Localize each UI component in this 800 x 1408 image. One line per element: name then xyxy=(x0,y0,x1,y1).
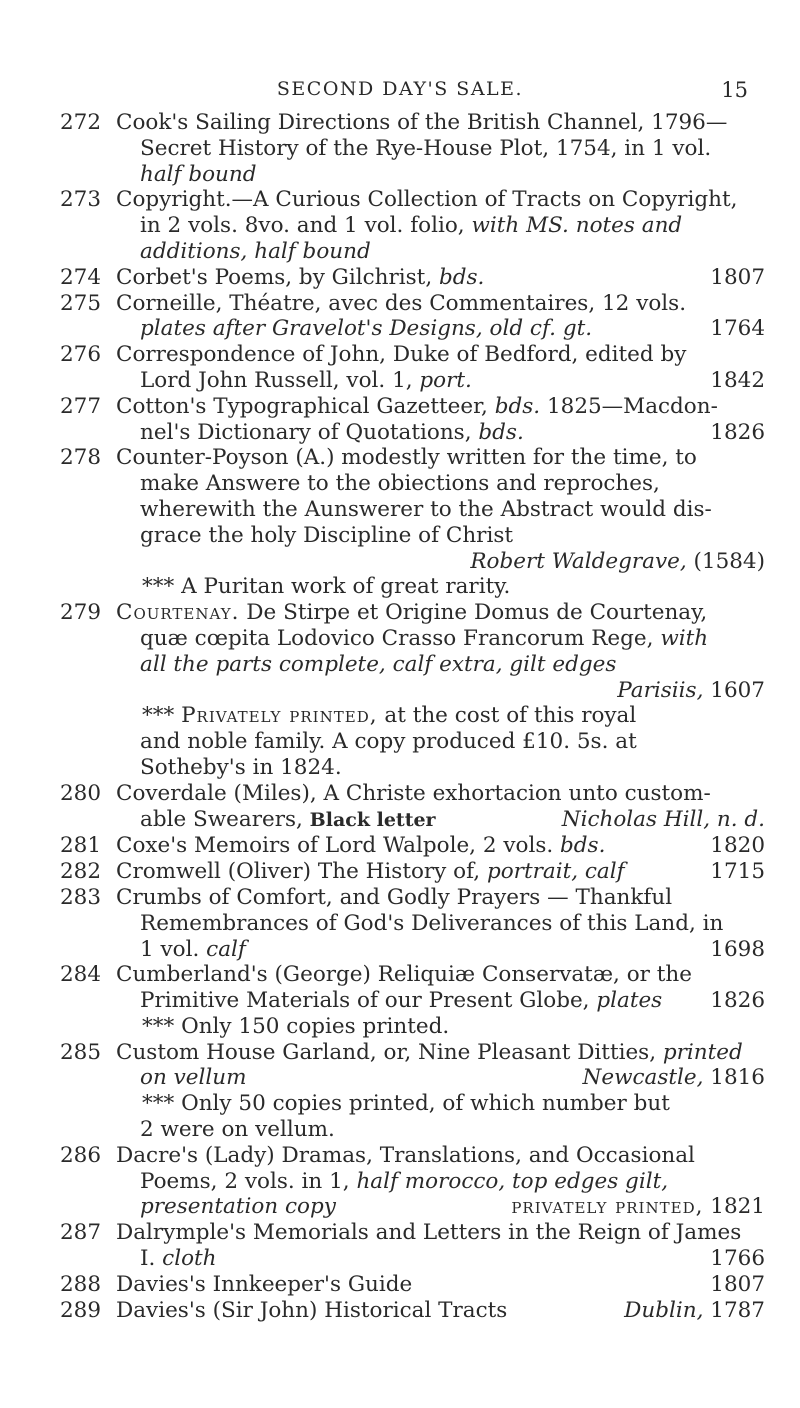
entry-line xyxy=(116,626,765,652)
entry-line xyxy=(116,213,765,239)
lot-number: 276 xyxy=(60,342,102,368)
entry-year: 1820 xyxy=(710,833,765,859)
entry-note: and noble family. A copy produced £10. 5s. at xyxy=(140,729,637,755)
entry-line: Dacre's (Lady) Dramas, Translations, and Occasional xyxy=(116,1142,695,1168)
entry-line xyxy=(116,937,765,963)
entry-line: Dalrymple's Memorials and Letters in the Reign of James xyxy=(116,1220,742,1246)
lot-number: 280 xyxy=(60,780,102,806)
lot-entry-282 xyxy=(60,859,765,885)
entry-text-italic: half morocco, top edges gilt, xyxy=(356,1168,669,1194)
lot-number: 279 xyxy=(60,600,102,626)
entry-line xyxy=(116,316,765,342)
entry-line xyxy=(116,1298,765,1324)
entry-text: De Stirpe et Origine Domus de Courtenay, xyxy=(239,600,708,626)
entry-line xyxy=(116,265,765,291)
entry-line xyxy=(116,420,765,446)
lot-number: 287 xyxy=(60,1220,102,1246)
imprint-name: Dublin, xyxy=(624,1297,704,1323)
note-text: *** xyxy=(142,703,182,729)
entry-text-italic: calf xyxy=(206,936,246,962)
note-text: at the cost of this royal xyxy=(377,703,637,729)
entry-year: 1698 xyxy=(710,936,765,962)
entry-line xyxy=(116,1169,765,1195)
entry-line: Remembrances of God's Deliverances of this Land, in xyxy=(140,910,724,936)
lot-entry-286 xyxy=(60,1143,765,1220)
entry-line: additions, half bound xyxy=(140,238,371,264)
lot-entry-289 xyxy=(60,1298,765,1324)
entry-text: Davies's (Sir John) Historical Tracts xyxy=(116,1297,508,1323)
lot-number: 285 xyxy=(60,1039,102,1065)
entry-line: half bound xyxy=(140,161,257,187)
entry-text: quæ cœpita Lodovico Crasso Francorum Rege, xyxy=(140,625,661,651)
lot-number: 283 xyxy=(60,884,102,910)
lot-entry-287 xyxy=(60,1220,765,1272)
lot-number: 288 xyxy=(60,1271,102,1297)
entry-text-italic: on vellum xyxy=(140,1065,247,1091)
note-text-smallcaps: Privately printed, xyxy=(181,703,378,729)
entry-line: grace the holy Discipline of Christ xyxy=(140,522,513,548)
entry-line xyxy=(116,1065,765,1091)
entry-text-italic: with xyxy=(660,625,709,651)
entry-note: Sotheby's in 1824. xyxy=(140,754,342,780)
entry-text-italic: plates xyxy=(596,988,663,1014)
page-number: 15 xyxy=(721,78,748,102)
lot-number: 281 xyxy=(60,833,102,859)
lot-entry-284 xyxy=(60,962,765,1039)
lot-number: 275 xyxy=(60,290,102,316)
entry-year: (1584) xyxy=(686,548,765,574)
lot-entry-276 xyxy=(60,342,765,394)
entry-line xyxy=(116,833,765,859)
entry-imprint xyxy=(116,678,765,704)
entry-text-italic: plates after Gravelot's Designs, old cf. gt. xyxy=(140,316,593,342)
entry-imprint: Nicholas Hill, n. d. xyxy=(561,806,765,832)
imprint-name: Parisiis, xyxy=(617,677,704,703)
entry-note: *** A Puritan work of great rarity. xyxy=(142,574,511,600)
entry-text-italic: printed xyxy=(662,1039,743,1065)
entry-line xyxy=(116,1272,765,1298)
entry-line xyxy=(116,859,765,885)
lot-number: 274 xyxy=(60,264,102,290)
entry-line xyxy=(116,600,765,626)
entry-line: Cumberland's (George) Reliquiæ Conservatæ, or the xyxy=(116,962,692,988)
entry-text: Corbet's Poems, by Gilchrist, xyxy=(116,264,439,290)
black-letter-text: Black letter xyxy=(309,808,436,831)
entry-line xyxy=(116,1040,765,1066)
entry-text-italic: cloth xyxy=(162,1246,217,1272)
entry-line: Secret History of the Rye-House Plot, 1754, in 1 vol. xyxy=(140,135,712,161)
entry-text-italic: presentation copy xyxy=(140,1194,336,1220)
entry-year: 1842 xyxy=(710,367,765,393)
entry-note: 2 were on vellum. xyxy=(140,1117,335,1143)
entry-line: make Answere to the obiections and reproches, xyxy=(140,471,660,497)
entry-note xyxy=(116,703,765,729)
lot-number: 277 xyxy=(60,393,102,419)
entry-line: wherewith the Aunswerer to the Abstract would dis- xyxy=(140,496,712,522)
entry-year: 1816 xyxy=(703,1065,765,1091)
entry-text: I. xyxy=(140,1246,163,1272)
entry-line: Copyright.—A Curious Collection of Tracts on Copyright, xyxy=(116,187,738,213)
entry-text-italic: with MS. notes and xyxy=(471,213,683,239)
entry-note: *** Only 50 copies printed, of which number but xyxy=(142,1091,670,1117)
entry-year: 1821 xyxy=(703,1194,765,1220)
entry-text: Cotton's Typographical Gazetteer, xyxy=(116,393,495,419)
imprint-name: Robert Waldegrave, xyxy=(470,548,687,574)
lot-entry-279 xyxy=(60,600,765,781)
entry-line: Correspondence of John, Duke of Bedford, edited by xyxy=(116,342,687,368)
entry-year: 1807 xyxy=(710,264,765,290)
running-title: SECOND DAY'S SALE. xyxy=(276,78,524,100)
entry-text: 1 vol. xyxy=(140,936,207,962)
lot-entry-272 xyxy=(60,110,765,187)
entry-line xyxy=(116,1246,765,1272)
lot-number: 273 xyxy=(60,187,102,213)
entry-text: able Swearers, xyxy=(140,806,310,832)
imprint-name: Newcastle, xyxy=(582,1065,704,1091)
entry-note: *** Only 150 copies printed. xyxy=(142,1013,450,1039)
lot-list xyxy=(60,110,765,1323)
page-header xyxy=(0,78,800,108)
entry-text-italic: portrait, calf xyxy=(486,859,625,885)
entry-year: 1826 xyxy=(710,988,765,1014)
entry-line xyxy=(116,394,765,420)
entry-line: Counter-Poyson (A.) modestly written for the time, to xyxy=(116,445,697,471)
entry-text: Custom House Garland, or, Nine Pleasant Ditties, xyxy=(116,1039,663,1065)
entry-year: 1715 xyxy=(710,859,765,885)
entry-text: in 2 vols. 8vo. and 1 vol. folio, xyxy=(140,213,472,239)
entry-line: all the parts complete, calf extra, gilt edges xyxy=(140,651,617,677)
lot-number: 286 xyxy=(60,1142,102,1168)
entry-text: Primitive Materials of our Present Globe, xyxy=(140,988,597,1014)
entry-heading: Courtenay. xyxy=(116,600,240,626)
lot-number: 272 xyxy=(60,110,102,135)
entry-line xyxy=(116,368,765,394)
entry-text: Cromwell (Oliver) The History of, xyxy=(116,859,487,885)
lot-entry-285 xyxy=(60,1040,765,1143)
entry-line: Crumbs of Comfort, and Godly Prayers — Thankful xyxy=(116,884,673,910)
lot-number: 289 xyxy=(60,1297,102,1323)
entry-text-italic: bds. xyxy=(478,419,524,445)
lot-entry-274 xyxy=(60,265,765,291)
entry-year: 1764 xyxy=(710,316,765,342)
lot-entry-281 xyxy=(60,833,765,859)
entry-text: Coxe's Memoirs of Lord Walpole, 2 vols. xyxy=(116,833,561,859)
entry-year: 1787 xyxy=(703,1297,765,1323)
entry-year: 1766 xyxy=(710,1246,765,1272)
lot-entry-275 xyxy=(60,291,765,343)
entry-year: 1607 xyxy=(703,677,765,703)
entry-line: Coverdale (Miles), A Christe exhortacion unto custom- xyxy=(116,780,711,806)
entry-line: Cook's Sailing Directions of the British Channel, 1796— xyxy=(116,110,728,135)
lot-number: 284 xyxy=(60,962,102,988)
lot-entry-288 xyxy=(60,1272,765,1298)
entry-line xyxy=(116,1194,765,1220)
lot-entry-278 xyxy=(60,445,765,600)
lot-entry-273 xyxy=(60,187,765,264)
entry-text: Poems, 2 vols. in 1, xyxy=(140,1168,357,1194)
entry-imprint xyxy=(116,549,765,575)
entry-text-italic: port. xyxy=(419,367,472,393)
entry-year: 1826 xyxy=(710,419,765,445)
entry-line: Corneille, Théatre, avec des Commentaires, 12 vols. xyxy=(116,290,687,316)
entry-text: nel's Dictionary of Quotations, xyxy=(140,419,479,445)
lot-number: 278 xyxy=(60,445,102,471)
entry-year: 1807 xyxy=(710,1271,765,1297)
lot-entry-283 xyxy=(60,885,765,962)
entry-text-italic: bds. xyxy=(560,833,606,859)
entry-text: Lord John Russell, vol. 1, xyxy=(140,367,420,393)
entry-text: 1825—Macdon- xyxy=(540,393,718,419)
entry-text-smallcaps: privately printed, xyxy=(511,1194,704,1220)
entry-text: Davies's Innkeeper's Guide xyxy=(116,1271,413,1297)
entry-text-italic: bds. xyxy=(494,393,541,419)
lot-entry-277 xyxy=(60,394,765,446)
lot-number: 282 xyxy=(60,859,102,885)
entry-line xyxy=(116,988,765,1014)
lot-entry-280 xyxy=(60,781,765,834)
entry-text-italic: bds. xyxy=(438,264,485,290)
entry-line xyxy=(116,807,765,834)
